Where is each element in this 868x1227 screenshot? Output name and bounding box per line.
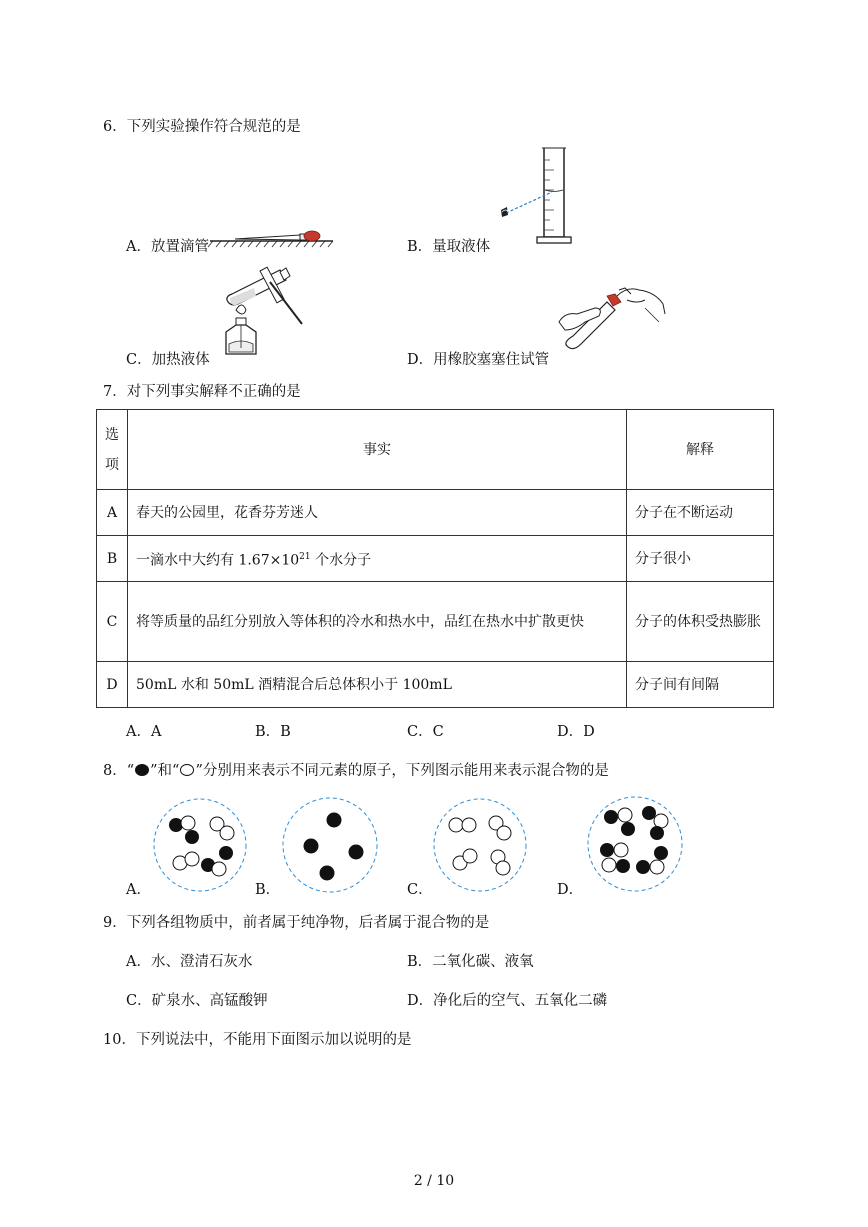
q6-option-a: A．放置滴管 [126, 239, 209, 255]
stopper-tube-illustration [555, 286, 670, 366]
header-explanation: 解释 [627, 410, 774, 490]
header-fact: 事实 [128, 410, 627, 490]
row-c-fact: 将等质量的品红分别放入等体积的冷水和热水中，品红在热水中扩散更快 [128, 582, 627, 662]
q9-option-d: D．净化后的空气、五氧化二磷 [407, 993, 608, 1009]
q7-answer-d: D．D [557, 724, 595, 740]
black-atom-icon [134, 763, 150, 777]
table-row [97, 582, 774, 662]
row-c-option: C [97, 582, 128, 662]
row-b-explanation: 分子很小 [627, 536, 774, 582]
q9-stem: 9．下列各组物质中，前者属于纯净物，后者属于混合物的是 [103, 915, 490, 931]
q6-option-d: D．用橡胶塞塞住试管 [407, 352, 550, 368]
q6-stem: 6．下列实验操作符合规范的是 [103, 119, 301, 135]
heating-liquid-illustration [212, 262, 312, 362]
row-a-fact: 春天的公园里，花香芬芳迷人 [128, 490, 627, 536]
q8-label-b: B． [255, 882, 281, 898]
q8-stem: 8．“ ”和“ ”分别用来表示不同元素的原子，下列图示能用来表示混合物的是 [103, 763, 609, 779]
table-row [97, 490, 774, 536]
particle-diagram-c [432, 797, 528, 893]
q9-option-c: C．矿泉水、高锰酸钾 [126, 993, 268, 1009]
q7-answer-c: C．C [407, 724, 444, 740]
q9-option-a: A．水、澄清石灰水 [126, 954, 253, 970]
particle-diagram-a [152, 797, 248, 893]
q7-answer-b: B．B [255, 724, 291, 740]
header-option: 选项 [97, 410, 128, 490]
white-atom-icon [179, 763, 195, 777]
particle-diagram-d [585, 795, 685, 893]
q10-stem: 10．下列说法中，不能用下面图示加以说明的是 [103, 1032, 412, 1048]
q7-facts-table [96, 409, 774, 708]
row-d-fact: 50mL 水和 50mL 酒精混合后总体积小于 100mL [128, 662, 627, 708]
row-b-fact: 一滴水中大约有 $1.67\times 10^{21}$ 个水分子 [128, 536, 627, 582]
row-d-option: D [97, 662, 128, 708]
q7-answer-a: A．A [126, 724, 162, 740]
graduated-cylinder-illustration [492, 145, 582, 250]
row-a-explanation: 分子在不断运动 [627, 490, 774, 536]
row-b-option: B [97, 536, 128, 582]
q8-label-a: A． [126, 882, 151, 898]
row-a-option: A [97, 490, 128, 536]
table-header-row [97, 410, 774, 490]
row-d-explanation: 分子间有间隔 [627, 662, 774, 708]
q7-stem: 7．对下列事实解释不正确的是 [103, 384, 301, 400]
page-number: 2 / 10 [413, 1173, 455, 1189]
row-c-explanation: 分子的体积受热膨胀 [627, 582, 774, 662]
q8-label-d: D． [557, 882, 584, 898]
particle-diagram-b [281, 797, 379, 893]
table-row [97, 536, 774, 582]
q9-option-b: B．二氧化碳、液氧 [407, 954, 534, 970]
q6-option-b: B．量取液体 [407, 239, 491, 255]
table-row [97, 662, 774, 708]
dropper-on-table-illustration [205, 222, 335, 248]
q6-option-c: C．加热液体 [126, 352, 210, 368]
q8-label-c: C． [407, 882, 433, 898]
